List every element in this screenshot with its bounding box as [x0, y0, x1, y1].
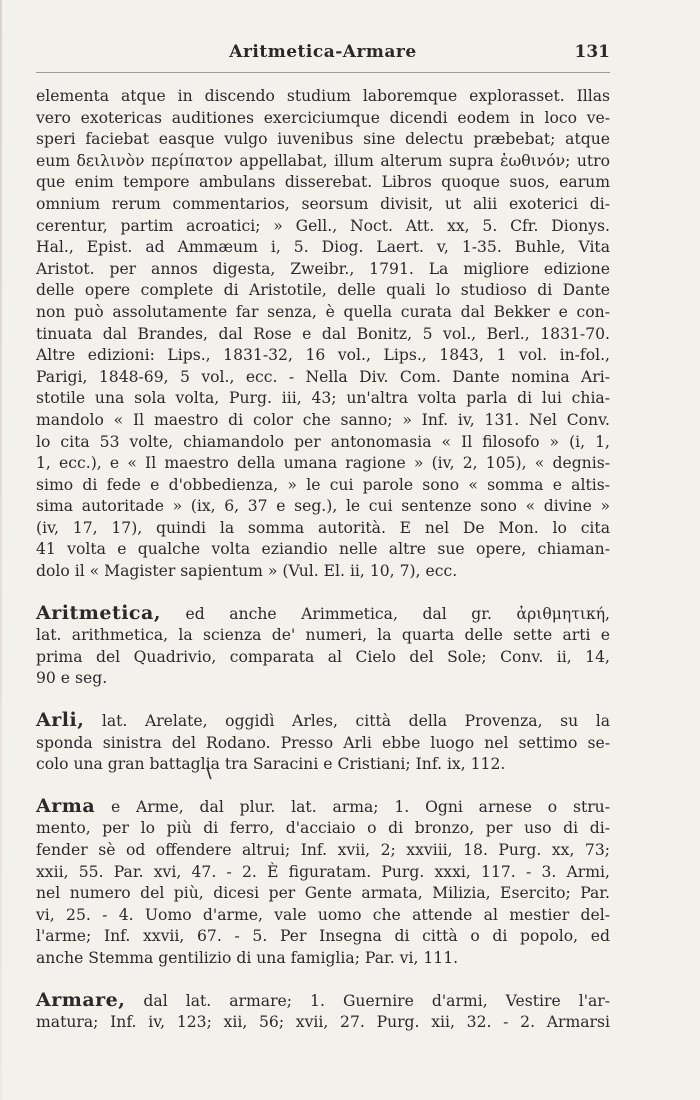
text-line: eum δειλινὸν περίπατον appellabat, illum alterum supra ἑωθινόν; utro [36, 151, 610, 170]
text-line: 90 e seg. [36, 669, 108, 688]
text-line: mento, per lo più di ferro, d'acciaio o di bronzo, per uso di di- [36, 819, 610, 838]
text-line: Hal., Epist. ad Ammæum i, 5. Diog. Laert. v, 1-35. Buhle, Vita [36, 238, 610, 257]
text-line: anche Stemma gentilizio di una famiglia; Par. vi, 111. [36, 948, 459, 967]
page-edge-shadow [0, 0, 2, 1100]
text-line: ed anche Arimmetica, dal gr. ἀριθμητική, [160, 604, 610, 623]
text-line: colo una gran battaglia tra Saracini e Cristiani; Inf. ix, 112. [36, 755, 506, 774]
entry-arma [36, 796, 610, 970]
pencil-mark [206, 766, 212, 780]
running-head: Aritmetica-Armare [229, 42, 417, 62]
text-line: omnium rerum commentarios, seorsum divisit, ut alii exoterici di- [36, 194, 610, 213]
entry-armare [36, 990, 610, 1034]
text-line: 1, ecc.), e « Il maestro della umana ragione » (iv, 2, 105), « degnis- [36, 454, 610, 473]
text-line: mandolo « Il maestro di color che sanno; » Inf. iv, 131. Nel Conv. [36, 410, 610, 429]
text-line: que enim tempore ambulans disserebat. Libros quoque suos, earum [36, 173, 610, 192]
text-line: dolo il « Magister sapientum » (Vul. El. ii, 10, 7), ecc. [36, 562, 458, 581]
entry-arli [36, 710, 610, 776]
text-line: simo di fede e d'obbedienza, » le cui parole sono « somma e altis- [36, 475, 610, 494]
aristotile-continuation [36, 86, 610, 583]
text-line: lat. Arelate, oggidì Arles, città della Provenza, su la [84, 712, 610, 731]
text-line: stotile una sola volta, Purg. iii, 43; un'altra volta parla di lui chia- [36, 389, 610, 408]
text-line: 41 volta e qualche volta eziandio nelle altre sue opere, chiaman- [36, 540, 610, 559]
text-line: prima del Quadrivio, comparata al Cielo del Sole; Conv. ii, 14, [36, 647, 610, 666]
text-line: non può assolutamente far senza, è quella curata dal Bekker e con- [36, 302, 610, 321]
text-line: e Arme, dal plur. lat. arma; 1. Ogni arnese o stru- [95, 797, 610, 816]
text-line: tinuata dal Brandes, dal Rose e dal Bonitz, 5 vol., Berl., 1831-70. [36, 324, 610, 343]
text-line: vero exotericas auditiones exerciciumque dicendi eodem in loco ve- [36, 108, 610, 127]
text-line: Aristot. per annos digesta, Zweibr., 1791. La migliore edizione [36, 259, 610, 278]
text-line: (iv, 17, 17), quindi la somma autorità. E nel De Mon. lo cita [36, 518, 610, 537]
text-line: nel numero del più, dicesi per Gente armata, Milizia, Esercito; Par. [36, 884, 610, 903]
headword: Arma [36, 794, 96, 817]
page-header [36, 42, 610, 72]
text-line: speri faciebat easque vulgo iuvenibus sine delectu præbebat; atque [36, 130, 610, 149]
text-line: delle opere complete di Aristotile, delle quali lo studioso di Dante [36, 281, 610, 300]
page-number: 131 [574, 42, 610, 62]
text-line: matura; Inf. iv, 123; xii, 56; xvii, 27. Purg. xii, 32. - 2. Armarsi [36, 1013, 610, 1032]
text-line: xxii, 55. Par. xvi, 47. - 2. È figuratam. Purg. xxxi, 117. - 3. Armi, [36, 862, 610, 881]
header-rule [36, 72, 610, 73]
text-line: l'arme; Inf. xxvii, 67. - 5. Per Insegna di città o di popolo, ed [36, 927, 610, 946]
text-line: Altre edizioni: Lips., 1831-32, 16 vol., Lips., 1843, 1 vol. in-fol., [36, 346, 610, 365]
text-line: lo cita 53 volte, chiamandolo per antonomasia « Il filosofo » (i, 1, [36, 432, 610, 451]
text-line: dal lat. armare; 1. Guernire d'armi, Vestire l'ar- [125, 991, 610, 1010]
entry-aritmetica [36, 603, 610, 690]
text-line: Parigi, 1848-69, 5 vol., ecc. - Nella Div. Com. Dante nomina Ari- [36, 367, 610, 386]
text-line: sima autoritade » (ix, 6, 37 e seg.), le cui sentenze sono « divine » [36, 497, 610, 516]
text-line: vi, 25. - 4. Uomo d'arme, vale uomo che attende al mestier del- [36, 905, 610, 924]
headword: Armare, [36, 988, 126, 1011]
text-line: cerentur, partim acroatici; » Gell., Noct. Att. xx, 5. Cfr. Dionys. [36, 216, 610, 235]
text-line: elementa atque in discendo studium laboremque explorasset. Illas [36, 87, 610, 105]
text-line: sponda sinistra del Rodano. Presso Arli ebbe luogo nel settimo se- [36, 733, 610, 752]
text-line: fender sè od offendere altrui; Inf. xvii, 2; xxviii, 18. Purg. xx, 73; [36, 841, 610, 859]
headword: Aritmetica, [36, 601, 161, 624]
body-text [36, 86, 610, 1034]
text-line: lat. arithmetica, la scienza de' numeri, la quarta delle sette arti e [36, 626, 610, 645]
headword: Arli, [36, 709, 85, 732]
